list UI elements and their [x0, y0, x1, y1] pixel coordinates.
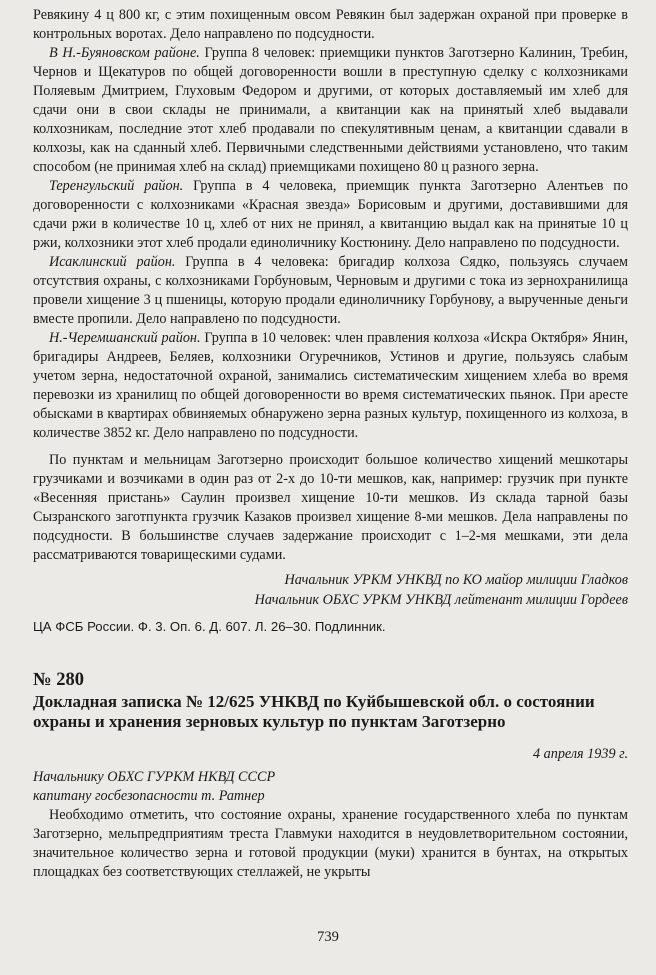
- page-number: 739: [317, 929, 339, 945]
- paragraph-text: Группа в 4 человека: бригадир колхоза Сядко, пользуясь случаем отсутствия охраны, с колхозниками Горбуновым, Черновым и другими с тока из зернохранилища провели хищение 3 ц пшеницы, которую продали единоличнику Горбунову, а вырученные деньги вместе пропили. Дело направлено по подсудности.: [33, 254, 628, 327]
- addressee-line-1: Начальнику ОБХС ГУРКМ НКВД СССР: [33, 769, 276, 785]
- document-title: Докладная записка № 12/625 УНКВД по Куйбышевской обл. о состоянии охраны и хранения зерновых культур по пунктам Заготзерно: [33, 692, 595, 731]
- signatures-block: [33, 570, 628, 610]
- district-name: В Н.-Буяновском районе.: [49, 45, 200, 61]
- paragraph-terengulsky: [33, 177, 628, 253]
- district-name: Исаклинский район.: [49, 254, 176, 270]
- page-content: [33, 6, 628, 882]
- addressee-line-2: капитану госбезопасности т. Ратнер: [33, 788, 265, 804]
- addressee: [33, 768, 628, 806]
- district-name: Теренгульский район.: [49, 178, 184, 194]
- paragraph-n-buyanovsky: [33, 44, 628, 177]
- paragraph-text: Группа 8 человек: приемщики пунктов Заготзерно Калинин, Требин, Чернов и Щекатуров по общей договоренности вошли в преступную сделку с колхозниками Поляевым Дмитрием, Глуховым Федором и другими, от которых доставляемый им хлеб для сдачи они в свои склады не принимали, а квитанции как на принятый хлеб выдавали колхозникам, последние этот хлеб продавали по спекулятивным ценам, а квитанции сдавали в колхозы, как на сданный хлеб. Первичными следственными действиями установлено, что таким способом (не принимая хлеб на склад) приемщиками похищено 80 ц разного зерна.: [33, 45, 629, 175]
- paragraph-continuation: Ревякину 4 ц 800 кг, с этим похищенным овсом Ревякин был задержан охраной при проверке в контрольных воротах. Дело направлено по подсудности.: [33, 7, 628, 42]
- paragraph-text: Группа в 4 человека, приемщик пункта Заготзерно Алентьев по договоренности с колхозниками «Красная звезда» Борисовым и другими, доставившими для сдачи ржи в количестве 10 ц, хлеб от них не принял, а квитанцию выдал как на принятые 10 ц ржи, колхозники этот хлеб продали единоличнику Костюнину. Дело направлено по подсудности.: [33, 178, 628, 251]
- document-date: 4 апреля 1939 г.: [532, 746, 628, 762]
- district-name: Н.-Черемшанский район.: [49, 330, 201, 346]
- document-body: Необходимо отметить, что состояние охраны, хранение государственного хлеба по пунктам Заготзерно, мельпредприятиям треста Главмуки находится в неудовлетворительном состоянии, значительное количество зерна и готовой продукции (муки) хранится в бунтах, на открытых площадках без соответствующих стеллажей, не укрыты: [33, 807, 628, 880]
- document-number: № 280: [33, 670, 84, 690]
- paragraph-text: Группа в 10 человек: член правления колхоза «Искра Октября» Янин, бригадиры Андреев, Беляев, колхозники Огуречников, Устинов и другие, пользуясь слабым учетом зерна, недостаточной охраной, занимались систематическим хищением хлеба во время перевозки из хранилищ по общей договоренности во время систематических пьянок. При аресте обысками в квартирах обвиняемых обнаружено зерна разных культур, похищенного из колхоза, в количестве 3852 кг. Дело направлено по подсудности.: [33, 330, 628, 441]
- archive-source: ЦА ФСБ России. Ф. 3. Оп. 6. Д. 607. Л. 26–30. Подлинник.: [33, 619, 386, 634]
- paragraph-mill-thefts: По пунктам и мельницам Заготзерно происходит большое количество хищений мешкотары грузчиками и возчиками в один раз от 2-х до 10-ти мешков, как, например: грузчик при пункте «Весенняя пристань» Саулин произвел хищение 10-ти мешков. Из склада тарной базы Сызранского заготпункта грузчик Казаков произвел хищение 8-ми мешков. Дела направлены по подсудности. В большинстве случаев задержание происходит с 1–2-мя мешками, эти дела рассматриваются товарищескими судами.: [33, 452, 628, 563]
- signature-gladkov: Начальник УРКМ УНКВД по КО майор милиции Гладков: [284, 572, 628, 588]
- paragraph-isaklinsky: [33, 253, 628, 329]
- signature-gordeev: Начальник ОБХС УРКМ УНКВД лейтенант милиции Гордеев: [254, 592, 628, 608]
- paragraph-n-cheremshansky: [33, 329, 628, 443]
